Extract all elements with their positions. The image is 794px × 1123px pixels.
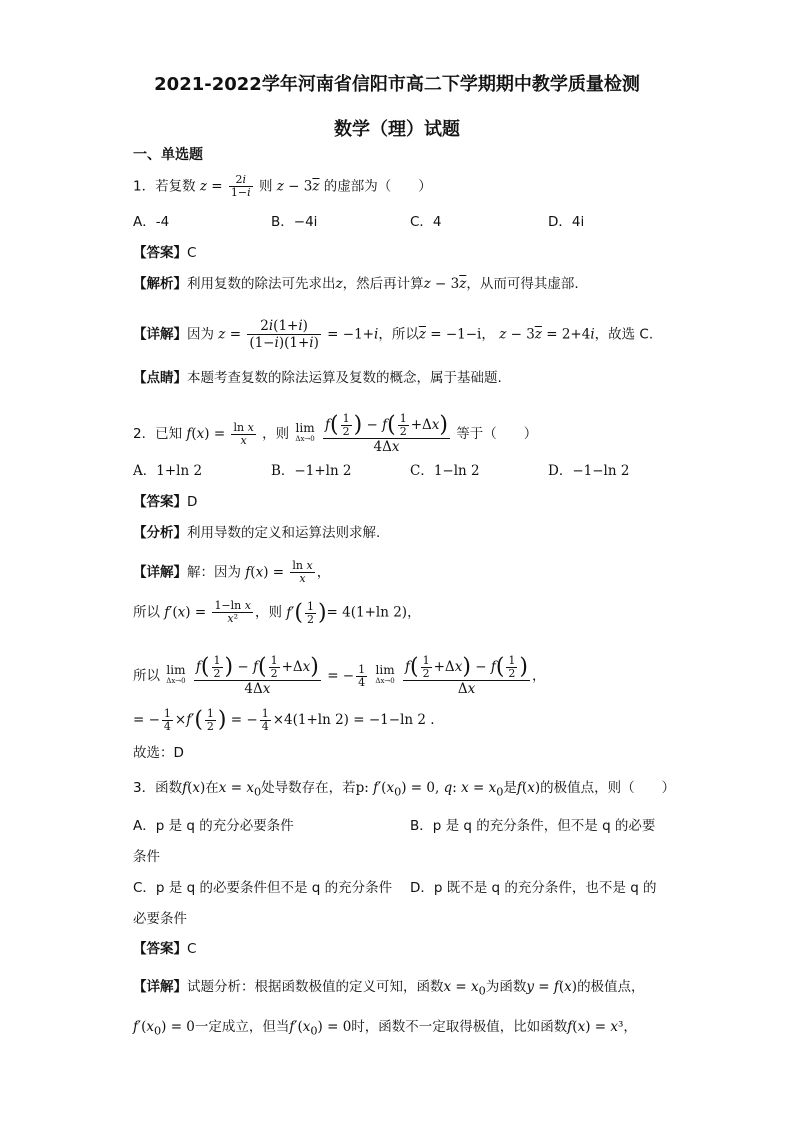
q1-stem: 1．若复数 z = $\frac{2i}{1-i}$ 则 $z - 3\overline{z}$ 的虚部为（ ）: [133, 173, 432, 199]
q2-detail-4: = − $\frac{1}{4}$ ×f′( $\frac{1}{2}$ ) = − $\frac{1}{4}$ ×4(1+ln 2) = −1−ln 2 .: [133, 707, 435, 733]
q1-detail: 【详解】因为 z = $\frac{2i(1+i)}{(1-i)(1+i)}$ = −1+i，所以$\overline{z} = -1-i$， $z - 3\overline{z} = 2+4i$，故选 C.: [133, 318, 654, 351]
q3-option-b: B．p 是 q 的充分条件，但不是 q 的必要: [410, 818, 656, 834]
q3-answer: 【答案】C: [133, 941, 197, 957]
q2-option-d: D．−1−ln 2: [548, 463, 630, 479]
q1-fraction: $\frac{2i}{1-i}$: [230, 173, 251, 199]
q3-option-d: D．p 既不是 q 的充分条件，也不是 q 的: [410, 880, 657, 896]
q2-analysis: 【分析】利用导数的定义和运算法则求解.: [133, 525, 381, 541]
q2-option-b: B．−1+ln 2: [271, 463, 352, 479]
q3-option-c: C．p 是 q 的必要条件但不是 q 的充分条件: [133, 880, 393, 896]
q2-answer: 【答案】D: [133, 494, 198, 510]
q1-option-c: C．4: [410, 214, 442, 230]
q2-limit-fraction: f( $\frac{1}{2}$ ) − f( $\frac{1}{2}$ +Δx) 4Δx: [325, 412, 448, 455]
q2-detail-1: 【详解】解：因为 f(x) = $\frac{\text{ln x}}{x}$ ，: [133, 559, 331, 585]
q3-option-a: A．p 是 q 的充分必要条件: [133, 818, 294, 834]
q2-detail-2: 所以 f′(x) = $\frac{\text{1−ln x}}{\text{x²}}$ ，则 f′( $\frac{1}{2}$ )= 4(1+ln 2)，: [133, 599, 421, 626]
q1-answer: 【答案】C: [133, 245, 197, 261]
paper-title: 2021-2022学年河南省信阳市高二下学期期中教学质量检测: [154, 74, 640, 95]
q1-detail-fraction: $\frac{2i(1+i)}{(1-i)(1+i)}$: [249, 318, 319, 351]
q3-detail-1: 【详解】试题分析：根据函数极值的定义可知，函数$x = x_0$为函数y = f(x)的极值点，: [133, 979, 645, 998]
q1-comment: 【点睛】本题考查复数的除法运算及复数的概念，属于基础题.: [133, 370, 502, 386]
q1-analysis: 【解析】利用复数的除法可先求出z，然后再计算$z - 3\overline{z}$，从而可得其虚部.: [133, 276, 579, 292]
section-heading: 一、单选题: [133, 147, 203, 163]
q3-stem: 3．函数f(x)在$x = x_0$处导数存在，若p: $f'(x_0) = 0$, q: $x = x_0$是f(x)的极值点，则（ ）: [133, 780, 676, 799]
q3-detail-2: $f'(x_0) = 0$一定成立，但当$f'(x_0) = 0$时，函数不一定取得极值，比如函数f(x) = x³，: [133, 1019, 637, 1038]
q1-option-a: A．-4: [133, 214, 170, 230]
paper-subtitle: 数学（理）试题: [334, 119, 460, 140]
q2-option-a: A．1+ln 2: [133, 463, 203, 479]
q2-detail-5: 故选：D: [133, 745, 184, 761]
q1-option-b: B．−4i: [271, 214, 318, 230]
q2-option-c: C．1−ln 2: [410, 463, 480, 479]
q2-stem: 2．已知 f(x) = $\frac{\text{ln x}}{x}$ ，则 lim Δx→0 f( $\frac{1}{2}$ ) − f( $\frac{1}{2}$ +Δx) 4Δx 等于（ ）: [133, 412, 538, 455]
q3-option-b-cont: 条件: [133, 849, 160, 865]
q2-detail-3: 所以 lim Δx→0 f( $\frac{1}{2}$ ) − f( $\frac{1}{2}$ +Δx) 4Δx = − $\frac{1}{4}$ lim Δx→0 f( $\frac{1}{2}$ +Δx) − f( $\frac{1}{2}$ ) Δx ，: [133, 654, 546, 697]
q3-option-d-cont: 必要条件: [133, 911, 187, 927]
q1-option-d: D．4i: [548, 214, 585, 230]
